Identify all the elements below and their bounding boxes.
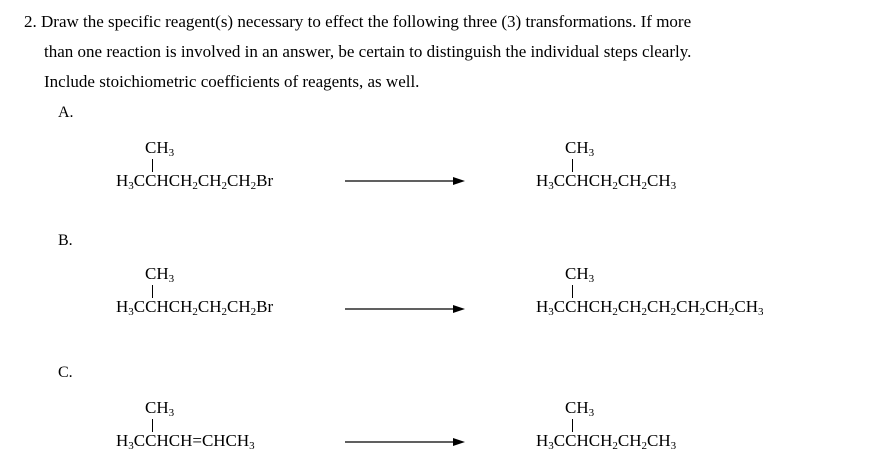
- substituent: $CH_3$: [565, 138, 595, 159]
- part-c-label: C.: [58, 364, 73, 381]
- substituent: $CH_3$: [565, 398, 595, 419]
- reaction-arrow: [345, 303, 465, 315]
- chain: $H_3CCHCH_2CH_2CH_2Br$: [116, 297, 274, 318]
- part-b-label: B.: [58, 232, 73, 249]
- substituent: $CH_3$: [145, 138, 175, 159]
- chain: $H_3CCHCH=CHCH_3$: [116, 431, 255, 452]
- substituent: $CH_3$: [145, 398, 175, 419]
- substituent: $CH_3$: [145, 264, 175, 285]
- reaction-arrow: [345, 175, 465, 187]
- chain: $H_3CCHCH_2CH_2CH_3$: [536, 171, 677, 192]
- question-line-1: 2. Draw the specific reagent(s) necessary to effect the following three (3) transformations. If more: [24, 12, 692, 31]
- chain: $H_3CCHCH_2CH_2CH_2CH_2CH_2CH_3$: [536, 297, 764, 318]
- substituent: $CH_3$: [565, 264, 595, 285]
- question-line-3: Include stoichiometric coefficients of reagents, as well.: [44, 72, 420, 91]
- chain: $H_3CCHCH_2CH_2CH_3$: [536, 431, 677, 452]
- question-line-2: than one reaction is involved in an answer, be certain to distinguish the individual steps clearly.: [44, 42, 692, 61]
- chain: $H_3CCHCH_2CH_2CH_2Br$: [116, 171, 274, 192]
- part-a-label: A.: [58, 104, 74, 121]
- reaction-arrow: [345, 436, 465, 448]
